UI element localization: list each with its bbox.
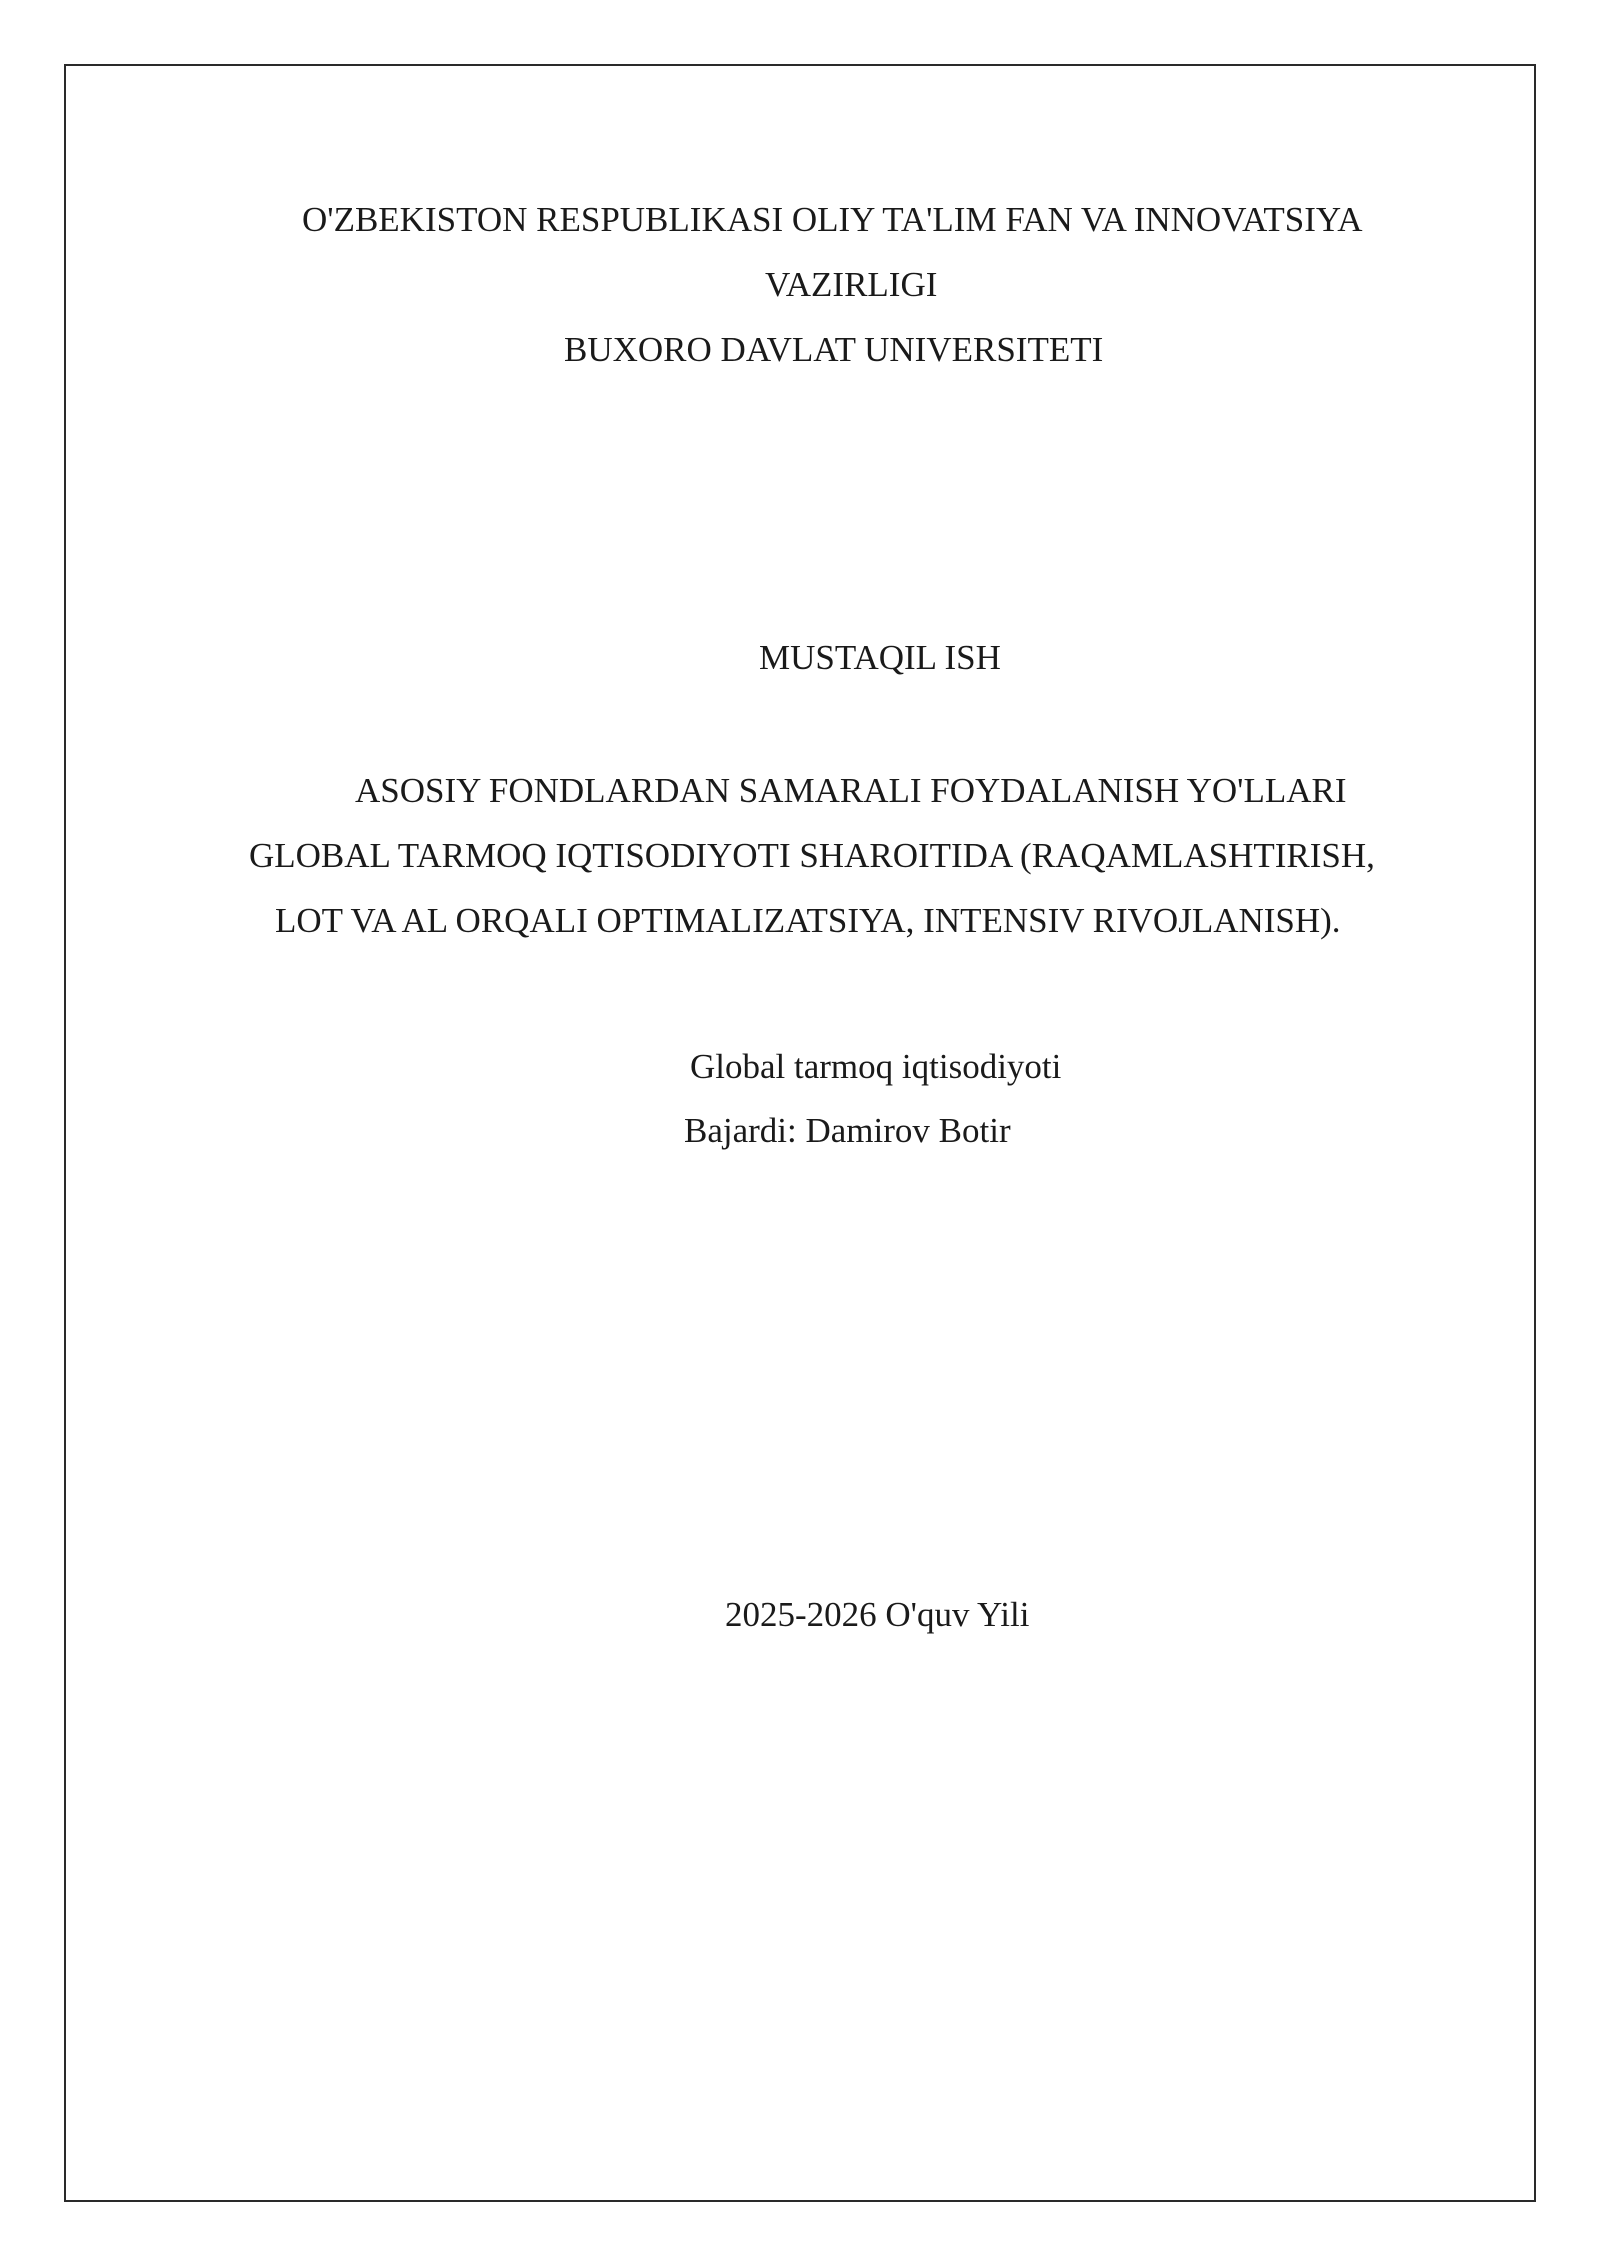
topic-line3: LOT VA AL ORQALI OPTIMALIZATSIYA, INTENSIV RIVOJLANISH).: [275, 901, 1341, 940]
subject-name: Global tarmoq iqtisodiyoti: [690, 1047, 1062, 1086]
topic-line2: GLOBAL TARMOQ IQTISODIYOTI SHAROITIDA (RAQAMLASHTIRISH,: [249, 836, 1375, 875]
ministry-title-line2: VAZIRLIGI: [765, 265, 938, 304]
academic-year: 2025-2026 O'quv Yili: [725, 1595, 1030, 1634]
university-name: BUXORO DAVLAT UNIVERSITETI: [564, 330, 1104, 369]
author-line: Bajardi: Damirov Botir: [684, 1111, 1011, 1150]
work-type-title: MUSTAQIL ISH: [759, 638, 1001, 677]
ministry-title-line1: O'ZBEKISTON RESPUBLIKASI OLIY TA'LIM FAN VA INNOVATSIYA: [302, 200, 1363, 239]
topic-line1: ASOSIY FONDLARDAN SAMARALI FOYDALANISH YO'LLARI: [355, 771, 1347, 810]
